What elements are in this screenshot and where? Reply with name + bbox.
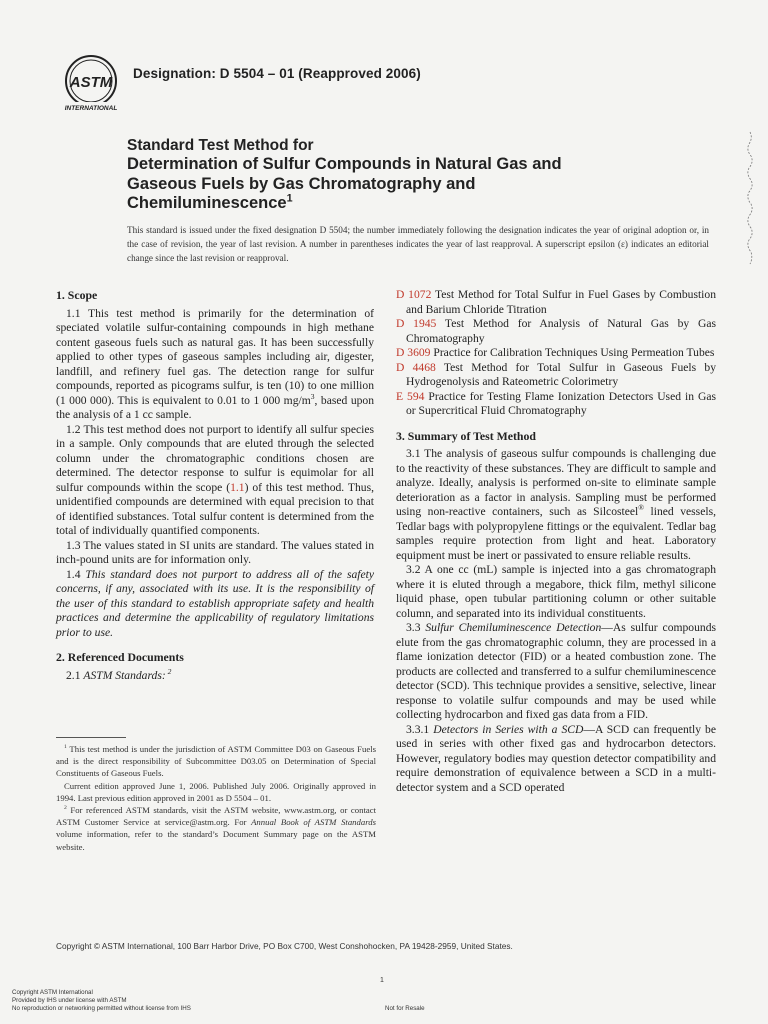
ref-code-link[interactable]: D 1072 bbox=[396, 288, 432, 301]
title-line-1: Standard Test Method for bbox=[127, 137, 314, 154]
ref-code-link[interactable]: D 4468 bbox=[396, 360, 436, 374]
logo-subtext: INTERNATIONAL bbox=[64, 105, 118, 112]
para-2-1: 2.1 ASTM Standards: $^2$ bbox=[66, 666, 172, 682]
ref-link-1-1[interactable]: 1.1 bbox=[230, 480, 245, 494]
title-line-2: Determination of Sulfur Compounds in Natural Gas and bbox=[127, 155, 562, 173]
footnote-divider bbox=[56, 737, 126, 738]
summary-heading: 3. Summary of Test Method bbox=[396, 428, 536, 443]
ref-item: D 1945 Test Method for Analysis of Natural Gas by Gas Chromatography bbox=[396, 317, 716, 345]
left-column bbox=[56, 288, 374, 683]
license-notice: Copyright ASTM International Provided by IHS under license with ASTM No reproduction or networking permitted without license from IHS bbox=[12, 989, 191, 1012]
margin-watermark bbox=[736, 130, 764, 275]
para-1-1: 1.1 This test method is primarily for the determination of speciated volatile sulfur-containing compounds in high methane content gaseous fuels such as natural gas. It has been successfully applied to other types of gaseous samples including air, digester, landfill, and refinery fuel gas. The detection range for sulfur compounds, reported as picograms sulfur, is ten (10) to one million (1 000 000). This is equivalent to 0.01 to 1 000 $mg/m^3$, based upon the analysis of a 1 cc sample. bbox=[56, 306, 375, 421]
right-column bbox=[396, 288, 716, 795]
para-3-2: 3.2 A one cc (mL) sample is injected into a gas chromatograph where it is eluted through a megabore, thick film, methyl silicone liquid phase, open tubular partitioning column or other suitable column, and separated into its individual constituents. bbox=[396, 563, 716, 620]
logo-text: ASTM bbox=[69, 74, 113, 91]
issuance-note: This standard is issued under the fixed designation D 5504; the number immediately following the designation indicates the year of original adoption or, in the case of revision, the year of last revision. A number in parentheses indicates the year of last reapproval. A superscript epsilon (ε) indicates an editorial change since the last revision or reapproval. bbox=[127, 225, 709, 263]
not-for-resale: Not for Resale bbox=[385, 1005, 425, 1012]
page-number: 1 bbox=[380, 977, 384, 984]
scope-heading: 1. Scope bbox=[56, 288, 98, 302]
para-1-4: 1.4 This standard does not purport to address all of the safety concerns, if any, associated with its use. It is the responsibility of the user of this standard to establish appropriate safety and health practices and determine the applicability of regulatory limitations prior to use. bbox=[56, 567, 375, 639]
ref-code-link[interactable]: D 3609 bbox=[396, 346, 431, 359]
ref-item: D 1072 Test Method for Total Sulfur in Fuel Gases by Combustion and Barium Chloride Titration bbox=[396, 288, 716, 316]
copyright-line: Copyright © ASTM International, 100 Barr Harbor Drive, PO Box C700, West Conshohocken, PA 19428-2959, United States. bbox=[56, 941, 513, 951]
footnote-1: $^1$ This test method is under the jurisdiction of ASTM Committee D03 on Gaseous Fuels and is the direct responsibility of Subcommittee D03.05 on Determination of Special Constituents of Gaseous Fuels. bbox=[56, 744, 376, 779]
astm-logo bbox=[60, 52, 122, 114]
title-line-4: Chemiluminescence$^1$ bbox=[127, 192, 293, 212]
para-1-2: 1.2 This test method does not purport to identify all sulfur species in a sample. Only compounds that are eluted through the selected column under the chromatographic conditions chosen are determined. The detector response to sulfur is equimolar for all sulfur compounds within the scope (1.1) of this test method. Thus, unidentified compounds are determined with equal precision to that of identified substances. Total sulfur content is determined from the total of individually quantified components. bbox=[56, 422, 374, 537]
ref-code-link[interactable]: E 594 bbox=[396, 389, 425, 403]
ref-item: D 3609 Practice for Calibration Techniques Using Permeation Tubes bbox=[396, 346, 715, 359]
para-1-3: 1.3 The values stated in SI units are standard. The values stated in inch-pound units are for information only. bbox=[56, 538, 374, 566]
footnote-1-dates: Current edition approved June 1, 2006. Published July 2006. Originally approved in 1994. Last previous edition approved in 2001 as D 5504 – 01. bbox=[56, 780, 376, 803]
ref-item: E 594 Practice for Testing Flame Ionization Detectors Used in Gas or Supercritical Fluid Chromatography bbox=[396, 389, 716, 417]
para-3-3-1: 3.3.1 Detectors in Series with a SCD—A SCD can frequently be used in series with other fixed gas and hydrocarbon detectors. However, regulatory bodies may question detector compatibility and require demonstration of equivalence between a SCD in a multi-detector system and a SCD operated bbox=[396, 722, 716, 794]
title-line-3: Gaseous Fuels by Gas Chromatography and bbox=[127, 174, 476, 193]
para-3-3: 3.3 Sulfur Chemiluminescence Detection—As sulfur compounds elute from the gas chromatographic column, they are processed in a flame ionization detector (FID) or a heated combustion zone. The products are collected and transferred to a sulfur chemiluminescence detector (SCD). This technique provides a sensitive, selective, linear response to volatile sulfur compounds and may be used while collecting hydrocarbon and fixed gas data from a FID. bbox=[396, 621, 717, 721]
footnote-2: $^2$ For referenced ASTM standards, visit the ASTM website, www.astm.org, or contact ASTM Customer Service at service@astm.org. For Annual Book of ASTM Standards volume information, refer to the standard’s Document Summary page on the ASTM website. bbox=[56, 805, 376, 852]
para-3-1: 3.1 The analysis of gaseous sulfur compounds is challenging due to the reactivity of these substances. They are difficult to sample and analyze. Ideally, analysis is performed on-site to eliminate sample deterioration as a factor in analysis. Sampling must be performed using non-reactive containers, such as Silcosteel® lined vessels, Tedlar bags with polypropylene fittings or the equivalent. Tedlar bag samples require protection from light and heat. Laboratory equipment must be inert or passivated to ensure reliable results. bbox=[396, 447, 716, 562]
document-title bbox=[127, 136, 647, 214]
ref-item: D 4468 Test Method for Total Sulfur in Gaseous Fuels by Hydrogenolysis and Rateometric Colorimetry bbox=[396, 360, 716, 388]
ref-code-link[interactable]: D 1945 bbox=[396, 317, 437, 330]
footnotes bbox=[56, 743, 376, 853]
designation: Designation: D 5504 – 01 (Reapproved 2006) bbox=[133, 66, 421, 81]
referenced-documents-heading: 2. Referenced Documents bbox=[56, 650, 184, 664]
